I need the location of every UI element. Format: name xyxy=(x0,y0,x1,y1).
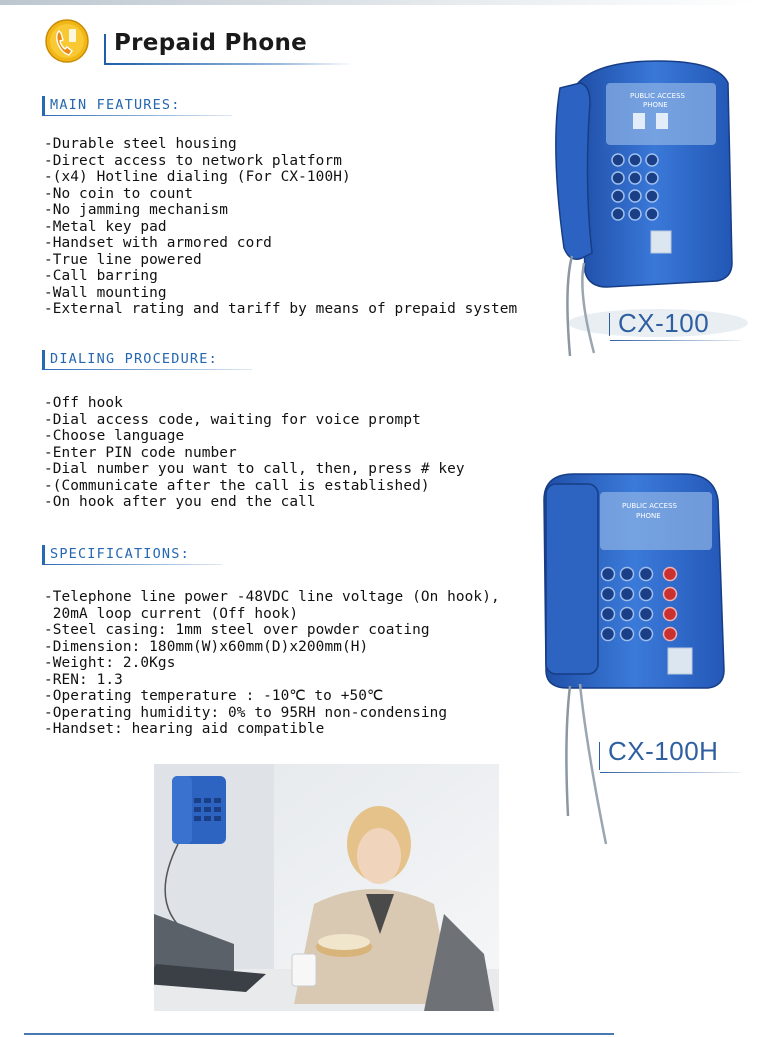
cx-100-label: CX-100 xyxy=(618,308,710,338)
list-item: -True line powered xyxy=(44,251,202,268)
specifications-heading xyxy=(42,545,222,565)
list-item: -Enter PIN code number xyxy=(44,444,237,461)
list-item: -Handset with armored cord xyxy=(44,235,272,251)
list-item: -Operating temperature : -10℃ to +50℃ xyxy=(44,688,384,704)
bottom-divider xyxy=(24,1033,614,1035)
top-decorative-strip xyxy=(0,0,760,5)
cx-100h-panel-text-1: PUBLIC ACCESS xyxy=(622,502,677,510)
list-item: -External rating and tariff by means of prepaid system xyxy=(44,301,518,317)
main-features-heading-text: MAIN FEATURES: xyxy=(50,97,181,113)
list-item: -Call barring xyxy=(44,268,158,284)
list-item: -Dial access code, waiting for voice prompt xyxy=(44,411,421,428)
list-item: -Telephone line power -48VDC line voltage (On hook), xyxy=(44,589,500,605)
list-item: -Dimension: 180mm(W)x60mm(D)x200mm(H) xyxy=(44,638,369,655)
cx-100h-panel-text-2: PHONE xyxy=(636,512,661,520)
cx-100h-label: CX-100H xyxy=(608,736,719,766)
list-item: -No jamming mechanism xyxy=(44,202,229,218)
list-item: -Durable steel housing xyxy=(44,136,237,152)
phone-logo-icon xyxy=(44,18,90,64)
list-item: -No coin to count xyxy=(44,185,193,202)
list-item: -On hook after you end the call xyxy=(44,494,316,510)
cx-100-panel-text-2: PHONE xyxy=(643,101,668,109)
list-item: -REN: 1.3 xyxy=(44,671,123,688)
list-item: -Operating humidity: 0% to 95RH non-condensing xyxy=(44,704,448,721)
title-underline xyxy=(104,63,354,65)
list-item: -Wall mounting xyxy=(44,284,167,301)
dialing-procedure-heading-text: DIALING PROCEDURE: xyxy=(50,351,218,367)
list-item: -Choose language xyxy=(44,428,185,444)
specifications-list xyxy=(44,589,500,738)
list-item: -(Communicate after the call is established) xyxy=(44,477,430,494)
dialing-procedure-list xyxy=(44,395,465,511)
list-item: -Direct access to network platform xyxy=(44,152,342,169)
cx-100-label-rule xyxy=(610,340,740,341)
cx-100-label-bar xyxy=(609,313,610,336)
dialing-procedure-heading xyxy=(42,350,252,370)
title-accent-bar xyxy=(104,34,106,64)
specifications-heading-text: SPECIFICATIONS: xyxy=(50,546,190,562)
cx-100h-phone-image xyxy=(536,470,736,860)
list-item: 20mA loop current (Off hook) xyxy=(44,605,299,622)
cx-100h-label-rule xyxy=(600,772,740,773)
list-item: -Dial number you want to call, then, press # key xyxy=(44,461,465,477)
title-text: Prepaid Phone xyxy=(114,30,308,56)
list-item: -Steel casing: 1mm steel over powder coating xyxy=(44,622,430,638)
main-features-list xyxy=(44,136,517,318)
main-features-heading xyxy=(42,96,232,116)
list-item: -Off hook xyxy=(44,395,123,411)
cx-100h-label-bar xyxy=(599,742,600,770)
woman-using-phone-photo xyxy=(154,764,499,1011)
list-item: -Handset: hearing aid compatible xyxy=(44,721,325,737)
list-item: -(x4) Hotline dialing (For CX-100H) xyxy=(44,169,351,185)
page-title xyxy=(104,28,354,66)
list-item: -Metal key pad xyxy=(44,218,167,235)
cx-100-panel-text-1: PUBLIC ACCESS xyxy=(630,92,685,100)
list-item: -Weight: 2.0Kgs xyxy=(44,655,176,671)
